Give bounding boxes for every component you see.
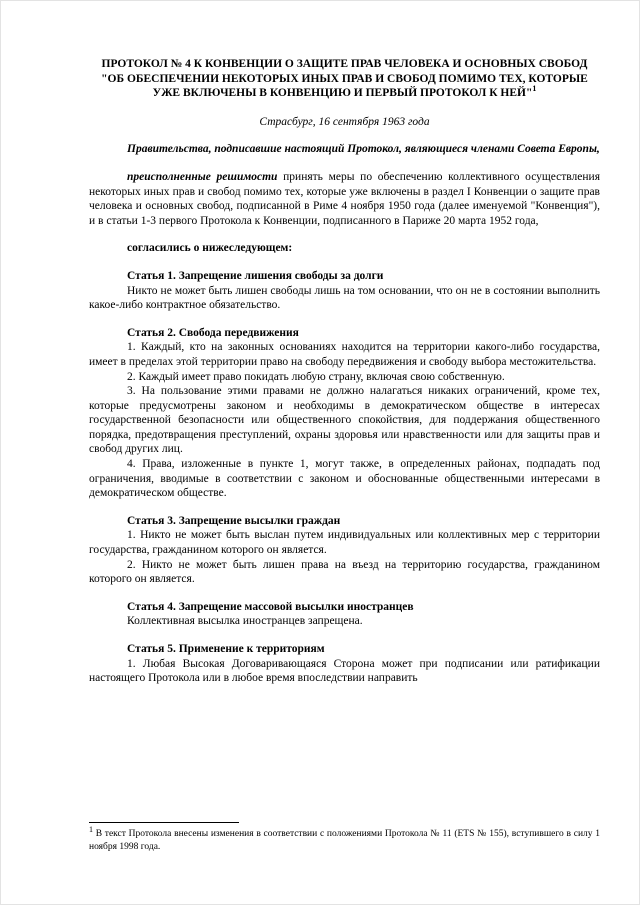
preamble-resolve-rest: принять меры по обеспечению коллективного осуществления некоторых иных прав и свобод помимо тех, которые уже включены в раздел I Конвенции о защите прав человека и основных свобод, подписанной в Риме 4 ноября 1950 года (далее именуемой "Конвенция"), и в статьи 1-3 первого Протокола к Конвенции, подписанного в Париже 20 марта 1952 года, — [89, 170, 600, 227]
preamble-resolve-lead: преисполненные решимости — [127, 170, 278, 183]
article-1-paragraph-1: Никто не может быть лишен свободы лишь на том основании, что он не в состоянии выполнить какое-либо контрактное обязательство. — [89, 284, 600, 312]
document-title-block — [89, 57, 600, 101]
preamble-resolve — [89, 170, 600, 228]
footnote-marker: 1 — [89, 824, 93, 834]
document-content — [89, 57, 600, 686]
article-2-paragraph-3: 3. На пользование этими правами не должно налагаться никаких ограничений, кроме тех, которые предусмотрены законом и необходимы в демократическом обществе в интересах государственной безопасности или общественного спокойствия, для поддержания общественного порядка, предотвращения преступлений, охраны здоровья или нравственности или для защиты прав и свобод других лиц. — [89, 385, 600, 456]
footnote-text: В текст Протокола внесены изменения в соответствии с положениями Протокола № 11 (ETS № 155), вступившего в силу 1 ноября 1998 года. — [89, 829, 600, 852]
article-3-paragraph-2: 2. Никто не может быть лишен права на въезд на территорию государства, гражданином которого он является. — [89, 558, 600, 586]
article-2-paragraph-4: 4. Права, изложенные в пункте 1, могут также, в определенных районах, подпадать под ограничения, вводимые в соответствии с законом и обоснованные общественными интересами в демократическом обществе. — [89, 458, 600, 500]
article-4-paragraph-1: Коллективная высылка иностранцев запрещена. — [127, 615, 363, 628]
footnote-area — [89, 822, 600, 854]
article-2-paragraph-2: 2. Каждый имеет право покидать любую страну, включая свою собственную. — [127, 370, 505, 383]
preamble-parties: Правительства, подписавшие настоящий Протокол, являющиеся членами Совета Европы, — [127, 143, 600, 156]
article-3-heading: Статья 3. Запрещение высылки граждан — [127, 514, 341, 527]
article-1-heading: Статья 1. Запрещение лишения свободы за долги — [127, 269, 384, 282]
article-2-heading: Статья 2. Свобода передвижения — [127, 326, 299, 339]
article-4-heading: Статья 4. Запрещение массовой высылки иностранцев — [127, 600, 414, 613]
document-subtitle: "ОБ ОБЕСПЕЧЕНИИ НЕКОТОРЫХ ИНЫХ ПРАВ И СВОБОД ПОМИМО ТЕХ, КОТОРЫЕ УЖЕ ВКЛЮЧЕНЫ В КОНВЕНЦИЮ И ПЕРВЫЙ ПРОТОКОЛ К НЕЙ" — [101, 72, 588, 100]
article-5-paragraph-1: 1. Любая Высокая Договаривающаяся Сторона может при подписании или ратификации настоящего Протокола или в любое время впоследствии направить — [89, 657, 600, 685]
title-footnote-ref: 1 — [532, 84, 537, 94]
document-title: ПРОТОКОЛ № 4 К КОНВЕНЦИИ О ЗАЩИТЕ ПРАВ ЧЕЛОВЕКА И ОСНОВНЫХ СВОБОД — [101, 58, 588, 70]
article-3-paragraph-1: 1. Никто не может быть выслан путем индивидуальных или коллективных мер с территории государства, гражданином которого он является. — [89, 529, 600, 557]
dateline: Страсбург, 16 сентября 1963 года — [259, 115, 430, 128]
article-5-heading: Статья 5. Применение к территориям — [127, 643, 325, 655]
agreement-clause: согласились о нижеследующем: — [127, 242, 293, 255]
article-2-paragraph-1: 1. Каждый, кто на законных основаниях находится на территории какого-либо государства, имеет в пределах этой территории право на свободу передвижения и свободу выбора местожительства. — [89, 341, 600, 368]
footnote — [89, 824, 600, 854]
footnote-separator — [89, 822, 239, 823]
